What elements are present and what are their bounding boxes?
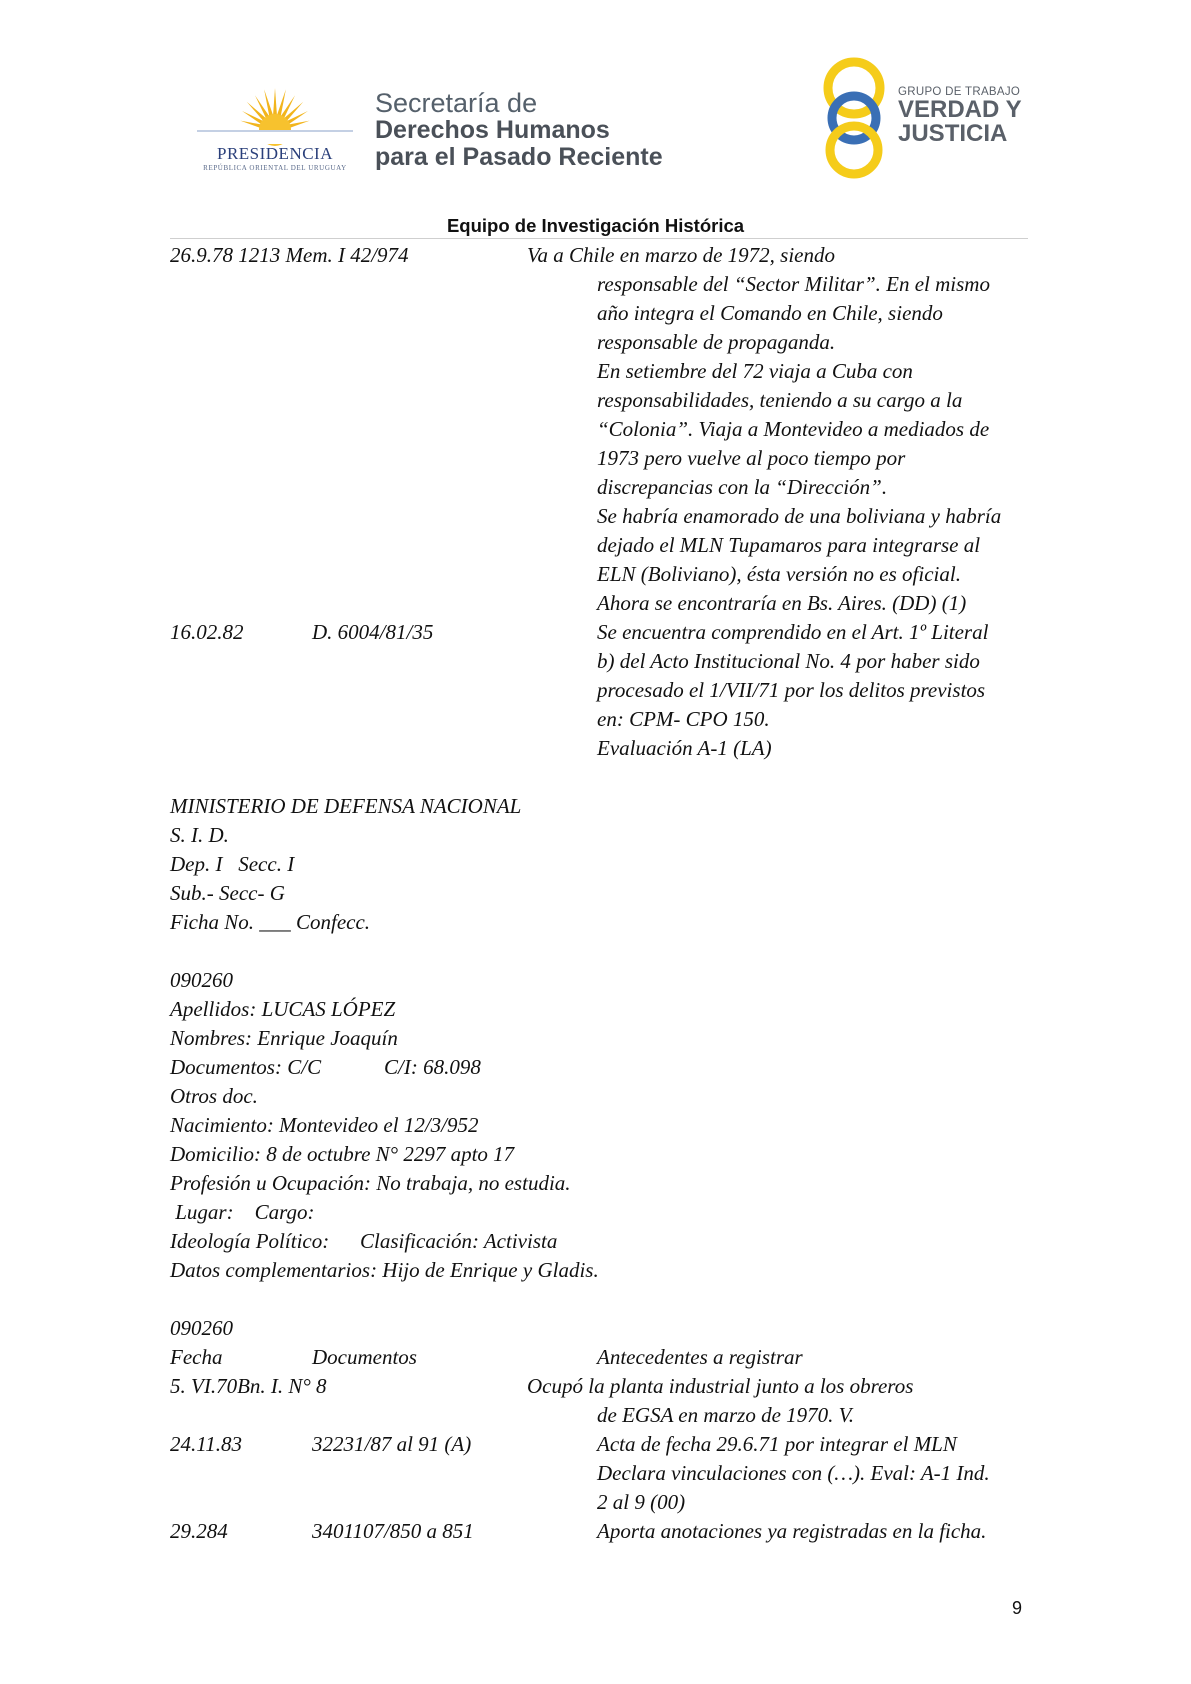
table-row-2-doc: 32231/87 al 91 (A): [312, 1432, 472, 1456]
ficha-datos-complementarios: Datos complementarios: Hijo de Enrique y Gladis.: [170, 1258, 599, 1282]
entry-1-line: responsable de propaganda.: [597, 330, 836, 354]
column-header-antecedentes: Antecedentes a registrar: [597, 1345, 803, 1369]
page-number: 9: [1012, 1598, 1023, 1618]
ficha-nombres: Nombres: Enrique Joaquín: [170, 1026, 398, 1050]
ficha-code: 090260: [170, 968, 233, 992]
ministry-line: Dep. I Secc. I: [170, 852, 295, 876]
entry-2-line: Evaluación A-1 (LA): [597, 736, 772, 760]
ficha-profesion: Profesión u Ocupación: No trabaja, no estudia.: [170, 1171, 571, 1195]
grupo-trabajo-text: [898, 86, 1022, 146]
secretaria-line-1: Secretaría de: [375, 88, 538, 118]
entry-1-line: dejado el MLN Tupamaros para integrarse al: [597, 533, 981, 557]
ficha-apellidos: Apellidos: LUCAS LÓPEZ: [170, 997, 396, 1021]
ministry-line: Ficha No. ___ Confecc.: [170, 910, 371, 934]
grupo-line-3: JUSTICIA: [898, 120, 1008, 147]
entry-1-line: responsabilidades, teniendo a su cargo a la: [597, 388, 963, 412]
entry-1-date-ref: 26.9.78 1213 Mem. I 42/974: [170, 243, 409, 267]
column-header-fecha: Fecha: [170, 1345, 223, 1369]
table-row-2-fecha: 24.11.83: [170, 1432, 242, 1456]
table-row-1-line: de EGSA en marzo de 1970. V.: [597, 1403, 855, 1427]
entry-1-line: Se habría enamorado de una boliviana y habría: [597, 504, 1002, 528]
entry-1-line: ELN (Boliviano), ésta versión no es oficial.: [597, 562, 961, 586]
ficha-ideologia: Ideología Político:: [170, 1229, 330, 1253]
secretaria-line-3: para el Pasado Reciente: [375, 143, 663, 171]
table-row-2-line: 2 al 9 (00): [597, 1490, 686, 1514]
presidencia-label: PRESIDENCIA: [216, 144, 333, 163]
entry-1-line: discrepancias con la “Dirección”.: [597, 475, 888, 499]
ficha-clasificacion: Clasificación: Activista: [360, 1229, 558, 1253]
entry-1-line: responsable del “Sector Militar”. En el mismo: [597, 272, 990, 296]
entry-1-line: año integra el Comando en Chile, siendo: [597, 301, 943, 325]
entry-2-line: en: CPM- CPO 150.: [597, 707, 770, 731]
header-divider: [170, 238, 1028, 239]
entry-1-line: 1973 pero vuelve al poco tiempo por: [597, 446, 906, 470]
column-header-documentos: Documentos: [312, 1345, 417, 1369]
table-code: 090260: [170, 1316, 233, 1340]
secretaria-logo-text: [375, 90, 663, 171]
table-row-3-line: Aporta anotaciones ya registradas en la ficha.: [597, 1519, 987, 1543]
grupo-line-2: VERDAD Y: [898, 96, 1022, 123]
table-row-3-doc: 3401107/850 a 851: [312, 1519, 474, 1543]
ficha-domicilio: Domicilio: 8 de octubre N° 2297 apto 17: [170, 1142, 515, 1166]
entry-1-line: En setiembre del 72 viaja a Cuba con: [597, 359, 913, 383]
entry-2-date: 16.02.82: [170, 620, 244, 644]
ficha-lugar-cargo: Lugar: Cargo:: [170, 1200, 315, 1224]
table-row-3-fecha: 29.284: [170, 1519, 228, 1543]
presidencia-subtitle: REPÚBLICA ORIENTAL DEL URUGUAY: [203, 164, 347, 172]
entry-1-first-line: Va a Chile en marzo de 1972, siendo: [527, 243, 835, 267]
table-row-2-line: Acta de fecha 29.6.71 por integrar el MLN: [597, 1432, 957, 1456]
secretaria-line-2: Derechos Humanos: [375, 116, 610, 144]
ministry-line: Sub.- Secc- G: [170, 881, 285, 905]
table-row-2-line: Declara vinculaciones con (…). Eval: A-1 Ind.: [597, 1461, 990, 1485]
ficha-otros: Otros doc.: [170, 1084, 258, 1108]
ministry-line: MINISTERIO DE DEFENSA NACIONAL: [170, 794, 522, 818]
table-row-1-first-line: Ocupó la planta industrial junto a los obreros: [527, 1374, 914, 1398]
ficha-ci: C/I: 68.098: [384, 1055, 481, 1079]
entry-1-line: “Colonia”. Viaja a Montevideo a mediados de: [597, 417, 990, 441]
ficha-nacimiento: Nacimiento: Montevideo el 12/3/952: [170, 1113, 479, 1137]
entry-1-line: Ahora se encontraría en Bs. Aires. (DD) (1): [597, 591, 967, 615]
ficha-documentos: Documentos: C/C: [170, 1055, 322, 1079]
entry-2-line: procesado el 1/VII/71 por los delitos previstos: [597, 678, 986, 702]
table-row-1-fecha: 5. VI.70Bn. I. N° 8: [170, 1374, 327, 1398]
entry-2-line: Se encuentra comprendido en el Art. 1º Literal: [597, 620, 989, 644]
ministry-line: S. I. D.: [170, 823, 229, 847]
document-header-title: Equipo de Investigación Histórica: [446, 215, 745, 236]
grupo-line-1: GRUPO DE TRABAJO: [898, 86, 1021, 98]
entry-2-document: D. 6004/81/35: [312, 620, 434, 644]
entry-2-line: b) del Acto Institucional No. 4 por haber sido: [597, 649, 980, 673]
